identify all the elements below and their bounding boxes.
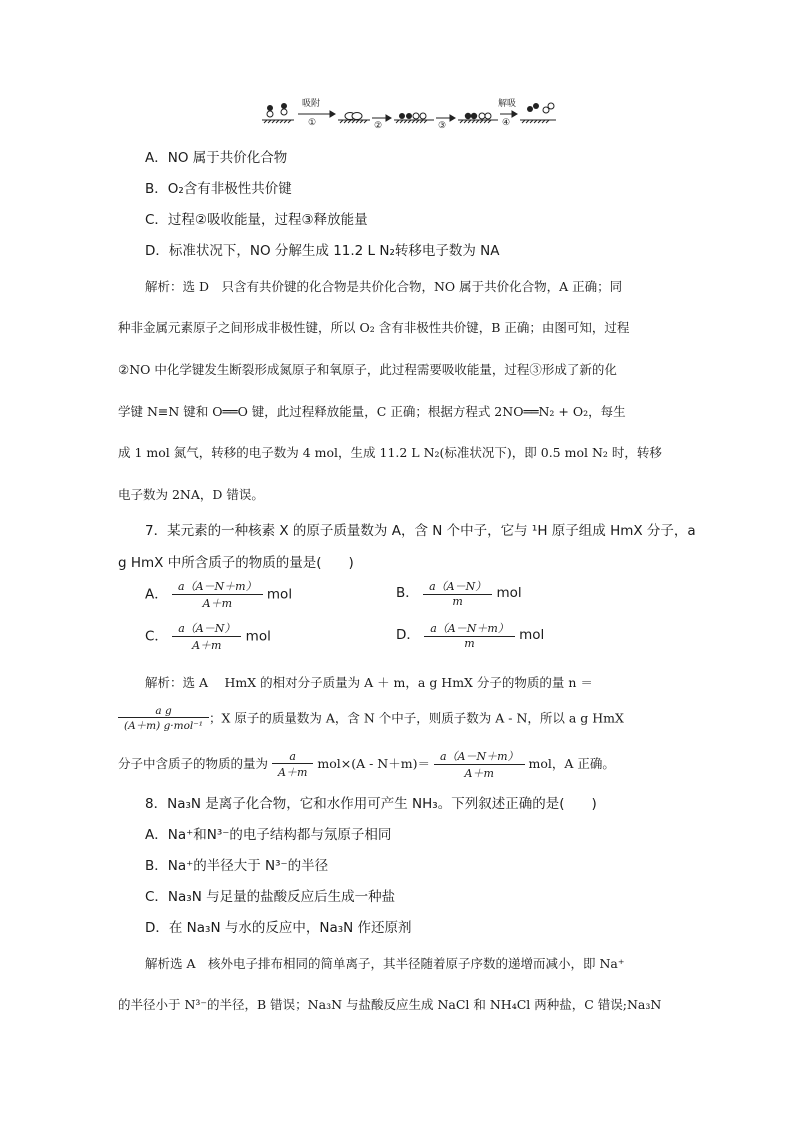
- q7-option-d-unit: mol: [519, 627, 545, 643]
- q6-option-c: C．过程②吸收能量，过程③释放能量: [145, 212, 368, 228]
- q7-option-a-unit: mol: [266, 586, 293, 603]
- q7-option-d-fraction: [424, 620, 515, 650]
- fraction-denominator: (A＋m) g·mol⁻¹: [118, 717, 209, 733]
- q8-stem: 8．Na₃N 是离子化合物，它和水作用可产生 NH₃。下列叙述正确的是( ): [145, 796, 597, 812]
- q7-option-b-label: B．: [396, 585, 419, 601]
- fraction-denominator: A＋m: [172, 636, 241, 653]
- q7-option-d-label: D．: [396, 627, 420, 643]
- q7-analysis-text-3b: mol×(A - N＋m)＝: [317, 756, 430, 771]
- step-number-1: ①: [308, 118, 317, 128]
- q7-fraction-a-over-am: [272, 750, 313, 780]
- q7-analysis-line-3: [118, 748, 615, 781]
- q7-option-c-label: C．: [145, 628, 168, 645]
- q6-analysis-line-5: 成 1 mol 氮气，转移的电子数为 4 mol，生成 11.2 L N₂(标准状况下)，即 0.5 mol N₂ 时，转移: [118, 445, 662, 460]
- fraction-denominator: A＋m: [434, 764, 525, 781]
- q6-option-a: A．NO 属于共价化合物: [145, 150, 288, 166]
- q7-option-b-unit: mol: [496, 585, 522, 601]
- q7-analysis-text-3c: mol，A 正确。: [528, 756, 615, 771]
- q7-stem-line-2: g HmX 中所含质子的物质的量是( ): [118, 555, 354, 571]
- q7-moles-fraction: [118, 705, 209, 733]
- q7-option-a-label: A．: [145, 586, 168, 603]
- q6-analysis-line-6: 电子数为 2NA，D 错误。: [118, 487, 264, 502]
- fraction-denominator: A＋m: [172, 594, 263, 611]
- step-label-adsorb: 吸附: [302, 99, 321, 109]
- step-label-desorb: 解吸: [498, 99, 517, 109]
- fraction-denominator: m: [423, 594, 492, 608]
- q7-option-c-fraction: [172, 620, 241, 653]
- q7-option-c-unit: mol: [245, 628, 271, 645]
- fraction-numerator: a（A－N）: [178, 622, 236, 635]
- q7-option-a: [145, 578, 292, 611]
- fraction-numerator: a（A－N＋m）: [430, 622, 509, 635]
- q6-option-d: D．标准状况下，NO 分解生成 11.2 L N₂转移电子数为 NA: [145, 243, 500, 259]
- q6-analysis-line-3: ②NO 中化学键发生断裂形成氮原子和氧原子，此过程需要吸收能量，过程③形成了新的化: [118, 362, 617, 377]
- q8-option-b: B．Na⁺的半径大于 N³⁻的半径: [145, 858, 329, 874]
- q7-option-b-fraction: [423, 578, 492, 608]
- q8-analysis-line-1: 解析选 A 核外电子排布相同的简单离子，其半径随着原子序数的递增而减小，即 Na⁺: [145, 956, 625, 971]
- q7-stem-line-1: 7．某元素的一种核素 X 的原子质量数为 A，含 N 个中子，它与 ¹H 原子组成 HmX 分子，a: [145, 523, 696, 539]
- q7-option-c: [145, 620, 271, 653]
- fraction-numerator: a（A－N＋m）: [178, 580, 257, 593]
- q8-option-d: D．在 Na₃N 与水的反应中，Na₃N 作还原剂: [145, 920, 412, 936]
- reaction-diagram: [258, 96, 558, 136]
- q6-analysis-line-1: 解析：选 D 只含有共价键的化合物是共价化合物，NO 属于共价化合物，A 正确；同: [145, 279, 623, 294]
- q6-analysis-line-4: 学键 N≡N 键和 O══O 键，此过程释放能量，C 正确；根据方程式 2NO══N₂ + O₂，每生: [118, 404, 626, 419]
- q8-option-c: C．Na₃N 与足量的盐酸反应后生成一种盐: [145, 889, 396, 905]
- q7-analysis-line-1: 解析：选 A HmX 的相对分子质量为 A ＋ m，a g HmX 分子的物质的量 n ＝: [145, 675, 593, 690]
- q7-analysis-line-2: [118, 705, 624, 733]
- step-number-2: ②: [374, 121, 383, 131]
- q8-option-a: A．Na⁺和N³⁻的电子结构都与氖原子相同: [145, 827, 392, 843]
- q7-fraction-result: [434, 748, 525, 781]
- fraction-denominator: m: [424, 636, 515, 650]
- q6-analysis-line-2: 种非金属元素原子之间形成非极性键，所以 O₂ 含有非极性共价键，B 正确；由图可知，过程: [118, 320, 630, 335]
- q7-option-a-fraction: [172, 578, 263, 611]
- q6-option-b: B．O₂含有非极性共价键: [145, 181, 292, 197]
- fraction-numerator: a: [289, 749, 296, 763]
- step-number-4: ④: [502, 118, 511, 128]
- step-number-3: ③: [438, 121, 447, 131]
- fraction-numerator: a（A－N＋m）: [439, 750, 519, 763]
- q8-analysis-line-2: 的半径小于 N³⁻的半径，B 错误；Na₃N 与盐酸反应生成 NaCl 和 NH₄Cl 两种盐，C 错误;Na₃N: [118, 997, 662, 1012]
- q7-option-d: [396, 620, 544, 650]
- fraction-numerator: a（A－N）: [429, 580, 487, 593]
- q7-option-b: [396, 578, 522, 608]
- q7-analysis-text-3a: 分子中含质子的物质的量为: [118, 756, 269, 771]
- q7-analysis-text-2: ；X 原子的质量数为 A，含 N 个中子，则质子数为 A - N，所以 a g HmX: [209, 710, 624, 726]
- fraction-numerator: a g: [155, 705, 172, 717]
- fraction-denominator: A＋m: [272, 763, 313, 780]
